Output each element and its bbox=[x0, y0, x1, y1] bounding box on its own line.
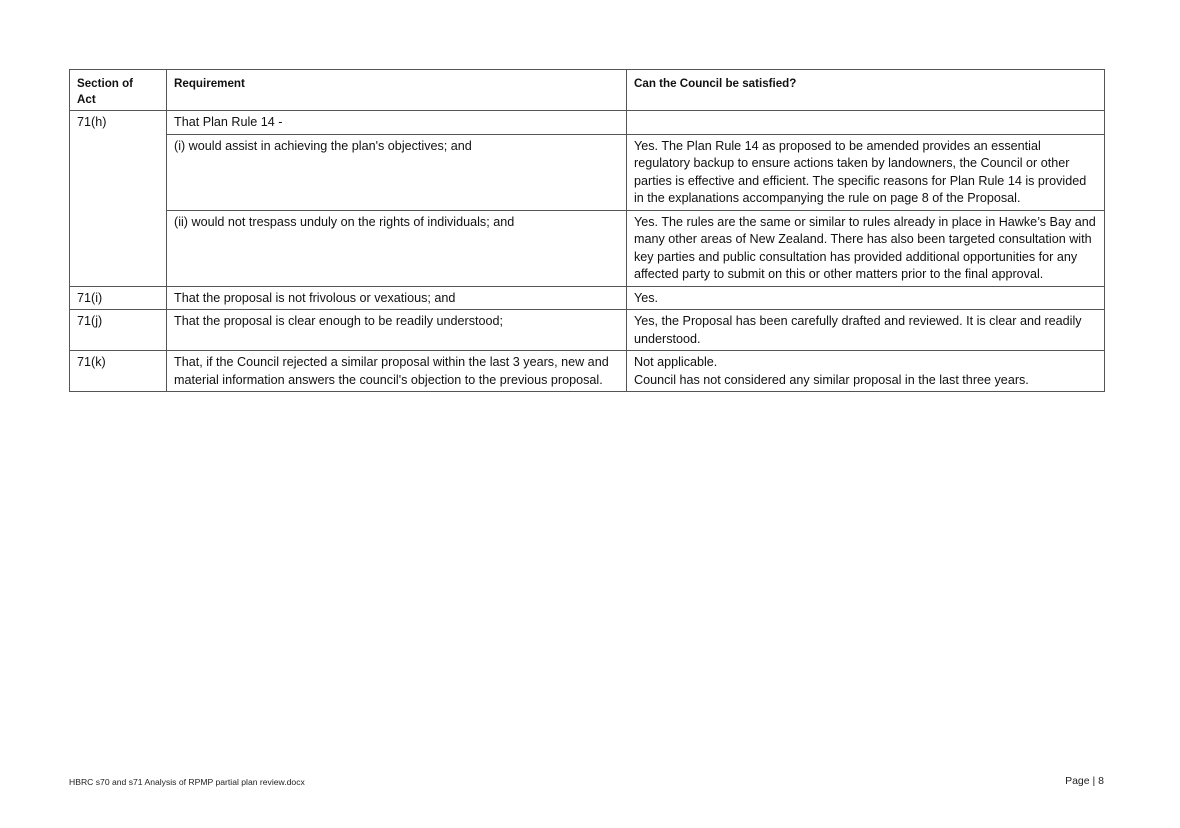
footer-page-number: Page | 8 bbox=[1065, 775, 1104, 787]
requirements-table bbox=[69, 69, 1105, 392]
section-cell: 71(h) bbox=[70, 111, 167, 287]
section-cell: 71(j) bbox=[70, 310, 167, 351]
requirement-cell: That the proposal is clear enough to be readily understood; bbox=[167, 310, 627, 351]
answer-cell: Yes. The Plan Rule 14 as proposed to be amended provides an essential regulatory backup to ensure actions taken by landowners, the Council or other parties is effective and efficient. The specific reasons for Plan Rule 14 is provided in the explanations accompanying the rule on page 8 of the Proposal. bbox=[627, 134, 1105, 210]
footer-filename: HBRC s70 and s71 Analysis of RPMP partial plan review.docx bbox=[69, 777, 305, 787]
table-header-row bbox=[70, 70, 1105, 111]
table-row bbox=[70, 111, 1105, 135]
section-cell: 71(i) bbox=[70, 286, 167, 310]
answer-cell bbox=[627, 111, 1105, 135]
header-answer: Can the Council be satisfied? bbox=[627, 70, 1105, 111]
answer-line: Not applicable. bbox=[634, 355, 718, 369]
answer-cell: Yes, the Proposal has been carefully drafted and reviewed. It is clear and readily understood. bbox=[627, 310, 1105, 351]
requirement-cell: That Plan Rule 14 - bbox=[167, 111, 627, 135]
header-requirement: Requirement bbox=[167, 70, 627, 111]
answer-line: Council has not considered any similar proposal in the last three years. bbox=[634, 372, 1029, 387]
table-row bbox=[70, 351, 1105, 392]
requirement-cell: (ii) would not trespass unduly on the rights of individuals; and bbox=[167, 210, 627, 286]
requirement-cell: That, if the Council rejected a similar proposal within the last 3 years, new and material information answers the council's objection to the previous proposal. bbox=[167, 351, 627, 392]
answer-cell: Yes. bbox=[627, 286, 1105, 310]
table-row bbox=[70, 210, 1105, 286]
table-row bbox=[70, 310, 1105, 351]
table-row bbox=[70, 134, 1105, 210]
requirement-cell: That the proposal is not frivolous or vexatious; and bbox=[167, 286, 627, 310]
answer-cell bbox=[627, 351, 1105, 392]
answer-cell: Yes. The rules are the same or similar to rules already in place in Hawke’s Bay and many other areas of New Zealand. There has also been targeted consultation with key parties and public consultation has provided additional opportunities for any affected party to submit on this or other matters prior to the final approval. bbox=[627, 210, 1105, 286]
section-cell: 71(k) bbox=[70, 351, 167, 392]
requirement-cell: (i) would assist in achieving the plan's objectives; and bbox=[167, 134, 627, 210]
header-section: Section of Act bbox=[70, 70, 167, 111]
table-row bbox=[70, 286, 1105, 310]
